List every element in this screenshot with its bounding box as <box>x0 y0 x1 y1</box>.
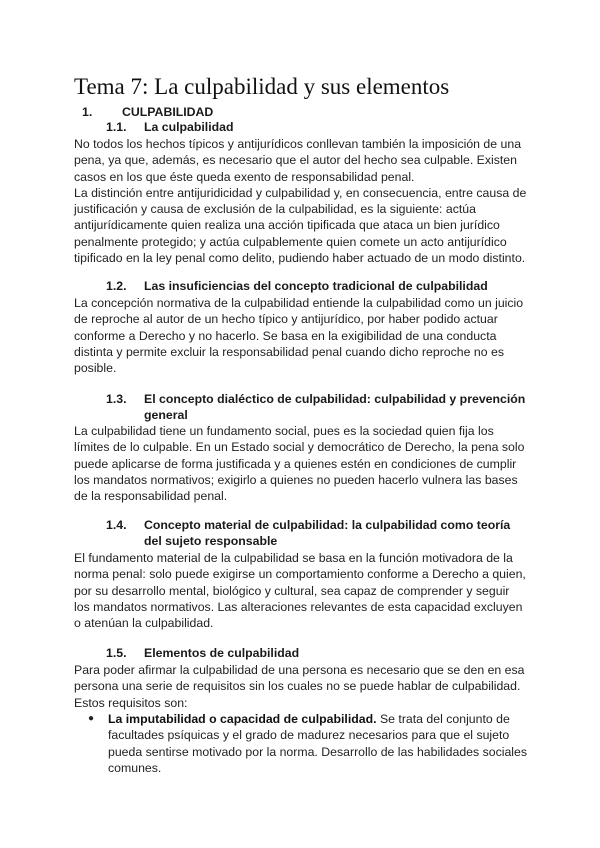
subsection-body-1-4 <box>74 550 528 631</box>
paragraph: Para poder afirmar la culpabilidad de una persona es necesario que se den en esa persona una serie de requisitos sin los cuales no se puede hablar de culpabilidad. Estos requisitos son: <box>74 663 525 710</box>
subsection-heading-1-4 <box>106 518 526 549</box>
subsection-title: Elementos de culpabilidad <box>144 646 300 660</box>
paragraph: La concepción normativa de la culpabilidad entiende la culpabilidad como un juicio de reproche al autor de un hecho típico y antijurídico, por haber podido actuar conforme a Derecho y no hacerlo. Se basa en la exigibilidad de una conducta distinta y permite excluir la responsabilidad penal cuando dicho reproche no es posible. <box>74 296 524 376</box>
list-item-text <box>108 711 528 776</box>
paragraph: El fundamento material de la culpabilidad se basa en la función motivadora de la norma penal: solo puede exigirse un comportamiento conforme a Derecho a quien, por su desarrollo mental, biológico y cultural, sea capaz de comprender y seguir los mandatos normativos. Las alteraciones relevantes de esta capacidad excluyen o atenúan la culpabilidad. <box>74 551 526 631</box>
list-item <box>88 711 528 776</box>
paragraph: No todos los hechos típicos y antijurídicos conllevan también la imposición de una pena, ya que, además, es necesario que el autor del hecho sea culpable. Existen casos en los que éste queda exento de responsabilidad penal. <box>74 137 522 184</box>
section-number: 1. <box>82 105 93 119</box>
paragraph: La distinción entre antijuridicidad y culpabilidad y, en consecuencia, entre causa de justificación y causa de exclusión de la culpabilidad, es la siguiente: actúa antijurídicamente quien realiza una acción tipificada que ataca un bien jurídico penalmente protegido; y actúa culpablemente quien comete un acto antijurídico tipificado en la ley penal como delito, pudiendo haber actuado de un modo distinto. <box>74 185 527 266</box>
subsection-heading-1-3 <box>106 392 526 423</box>
subsection-number: 1.3. <box>106 392 127 406</box>
subsection-heading-1-1 <box>106 120 526 136</box>
subsection-number: 1.1. <box>106 120 127 134</box>
list-item-rest: Se trata del conjunto de facultades psíquicas y el grado de madurez necesarios para que el sujeto pueda sentirse motivado por la norma. Desarrollo de las habilidades sociales comunes. <box>108 712 528 775</box>
bullet-icon: ● <box>88 713 95 724</box>
subsection-number: 1.2. <box>106 279 127 293</box>
section-heading <box>82 104 213 120</box>
subsection-heading-1-2 <box>106 279 526 295</box>
subsection-body-1-5 <box>74 662 528 711</box>
paragraph: La culpabilidad tiene un fundamento social, pues es la sociedad quien fija los límites de lo culpable. En un Estado social y democrático de Derecho, la pena solo puede aplicarse de forma justificada y a quienes estén en condiciones de cumplir los mandatos normativos; exigirlo a quienes no pueden hacerlo vulnera las bases de la responsabilidad penal. <box>74 424 525 504</box>
document-title: Tema 7: La culpabilidad y sus elementos <box>74 74 450 99</box>
subsection-number: 1.4. <box>106 518 127 532</box>
subsection-title: La culpabilidad <box>144 120 234 134</box>
subsection-body-1-3 <box>74 423 528 504</box>
subsection-title: Concepto material de culpabilidad: la culpabilidad como teoría del sujeto responsable <box>144 518 511 548</box>
subsection-body-1-1 <box>74 136 528 266</box>
subsection-title: El concepto dialéctico de culpabilidad: culpabilidad y prevención general <box>144 392 526 422</box>
list-item-bold: La imputabilidad o capacidad de culpabilidad. <box>108 712 377 726</box>
subsection-body-1-2 <box>74 295 528 376</box>
subsection-heading-1-5 <box>106 646 526 662</box>
subsection-number: 1.5. <box>106 646 127 660</box>
subsection-title: Las insuficiencias del concepto tradicional de culpabilidad <box>144 279 488 293</box>
section-title: CULPABILIDAD <box>122 105 214 119</box>
